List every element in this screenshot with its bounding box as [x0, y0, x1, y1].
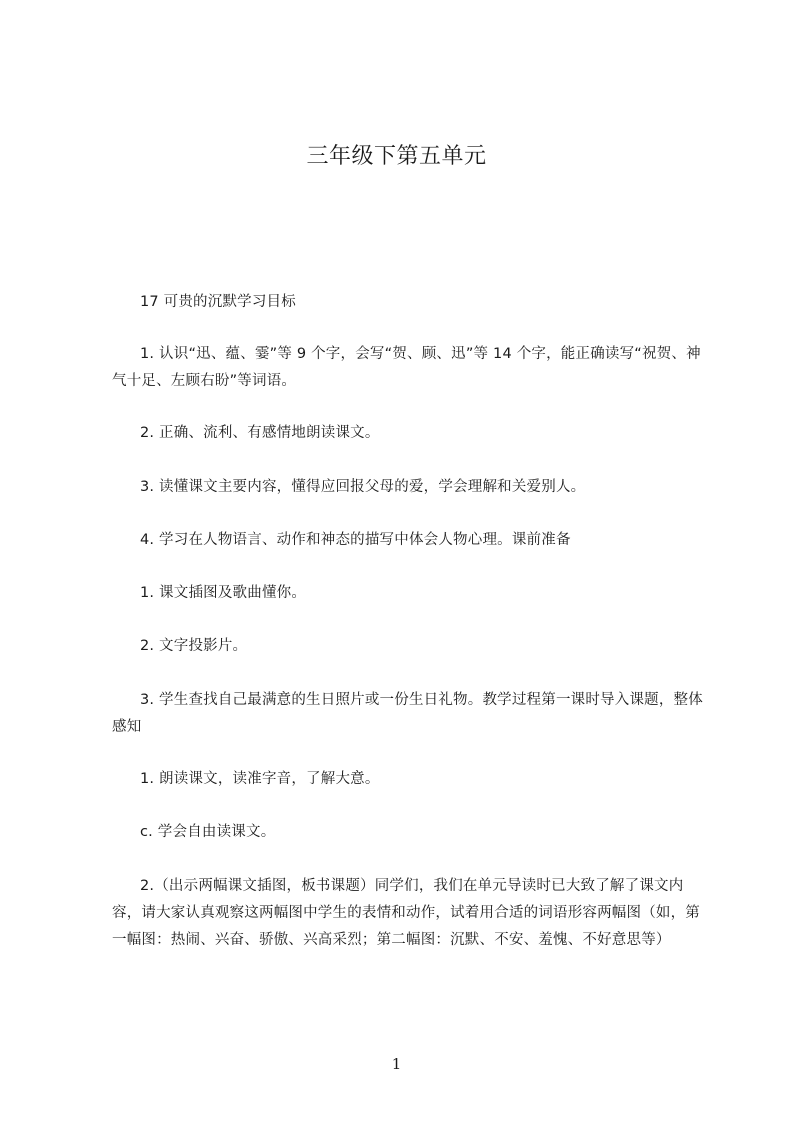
document-title: 三年级下第五单元 — [306, 144, 487, 169]
paragraph-step-c: c. 学会自由读课文。 — [140, 824, 276, 840]
paragraph-step-1: 1. 朗读课文，读准字音，了解大意。 — [140, 771, 380, 787]
paragraph-step-2: 2.（出示两幅课文插图，板书课题）同学们，我们在单元导读时已大致了解了课文内容，请大家认真观察这两幅图中学生的表情和动作，试着用合适的词语形容两幅图（如，第一幅图：热闹、兴奋、骄傲、兴高采烈；第二幅图：沉默、不安、羞愧、不好意思等） — [112, 878, 700, 948]
paragraph-prep-3: 3. 学生查找自己最满意的生日照片或一份生日礼物。教学过程第一课时导入课题，整体感知 — [112, 692, 703, 735]
paragraph-prep-1: 1. 课文插图及歌曲懂你。 — [140, 585, 307, 601]
paragraph-prep-2: 2. 文字投影片。 — [140, 638, 248, 654]
page-number: 1 — [391, 1055, 402, 1073]
paragraph-goal-1: 1. 认识“迅、蕴、霎”等 9 个字，会写“贺、顾、迅”等 14 个字，能正确读写“祝贺、神气十足、左顾右盼”等词语。 — [112, 346, 701, 389]
paragraph-goal-4: 4. 学习在人物语言、动作和神态的描写中体会人物心理。课前准备 — [140, 532, 571, 548]
paragraph-lesson-heading: 17 可贵的沉默学习目标 — [140, 294, 296, 310]
paragraph-goal-2: 2. 正确、流利、有感情地朗读课文。 — [140, 425, 380, 441]
paragraph-goal-3: 3. 读懂课文主要内容，懂得应回报父母的爱，学会理解和关爱别人。 — [140, 479, 586, 495]
